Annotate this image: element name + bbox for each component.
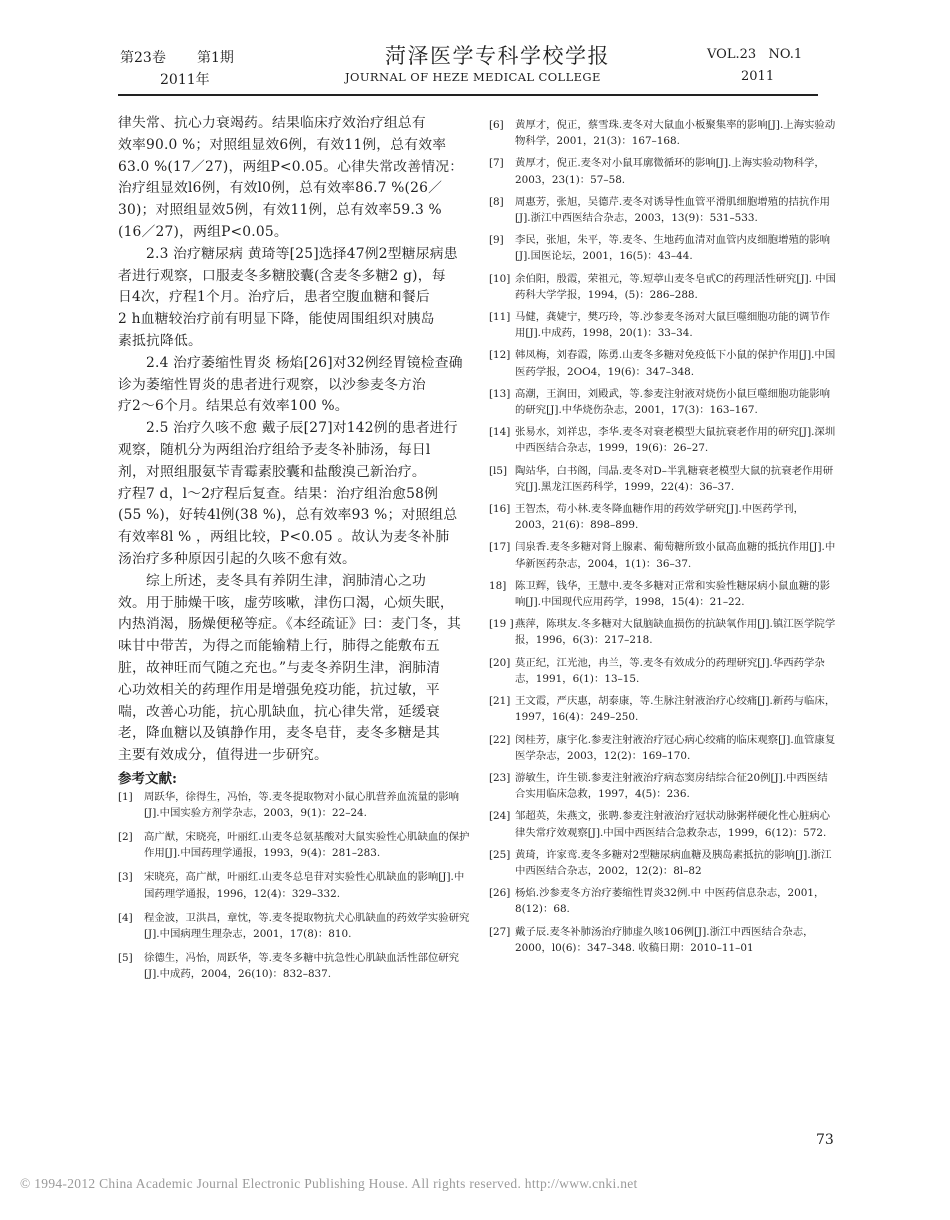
body-line: 2 h血糖较治疗前有明显下降，能使周围组织对胰岛: [118, 311, 435, 328]
body-line: 疗程7 d，l～2疗程后复查。结果：治疗组治愈58例: [118, 485, 439, 502]
reference-number: [25]: [489, 848, 511, 861]
reference-item: [489, 924, 837, 956]
header-year-cn: 2011年: [160, 72, 210, 88]
reference-list-left: [118, 789, 473, 982]
reference-number: [14]: [489, 426, 511, 439]
right-column: [489, 117, 837, 962]
header-volume-cn: 第23卷: [120, 50, 166, 66]
body-line: 2.3 治疗糖尿病 黄琦等[25]选择47例2型糖尿病患: [146, 245, 458, 262]
body-text: [118, 113, 473, 767]
body-line: 诊为萎缩性胃炎的患者进行观察，以沙参麦冬方治: [118, 376, 426, 393]
reference-text: 马健，龚婕宁，樊巧玲，等.沙参麦冬汤对大鼠巨噬细胞功能的调节作用[J].中成药，1998，20(1)：33–34.: [515, 311, 831, 340]
reference-item: [489, 501, 837, 533]
reference-text: 闵桂芳，康宇化.参麦注射液治疗冠心病心绞痛的临床观察[J].血管康复医学杂志，2003，12(2)：169–170.: [515, 733, 836, 762]
reference-text: 王文霞，严庆惠，胡泰康，等.生脉注射液治疗心绞痛[J].新药与临床，1997，16(4)：249–250.: [515, 695, 836, 724]
reference-item: [489, 271, 837, 303]
reference-text: 韩凤梅，刘春霞，陈勇.山麦冬多糖对免疫低下小鼠的保护作用[J].中国医药学报，2OO4，19(6)：347–348.: [515, 349, 836, 378]
reference-item: [489, 539, 837, 571]
header-issue-cn: 第1期: [197, 50, 234, 66]
reference-text: 邹超英，朱燕文，张聘.参麦注射液治疗冠状动脉粥样硬化性心脏病心律失常疗效观察[J].中国中西医结合急救杂志，1999，6(12)：572.: [515, 810, 831, 839]
header-volume-en: VOL.23 NO.1: [707, 47, 803, 62]
body-line: 63.0 %(17／27)，两组P<0.05。心律失常改善情况：: [118, 158, 464, 175]
reference-number: [16]: [489, 503, 511, 516]
reference-list-right: [489, 117, 837, 956]
body-line: (16／27)，两组P<0.05。: [118, 223, 288, 240]
reference-number: [1]: [118, 790, 133, 803]
reference-text: 高广猷，宋晓亮，叶丽红.山麦冬总氨基酸对大鼠实验性心肌缺血的保护作用[J].中国药理学通报，1993，9(4)：281–283.: [144, 831, 470, 860]
reference-number: [17]: [489, 541, 511, 554]
reference-item: [489, 424, 837, 456]
reference-text: 陶站华，白书阁，闫晶.麦冬对D–半乳糖衰老模型大鼠的抗衰老作用研究[J].黑龙江医药科学，1999，22(4)：36–37.: [515, 464, 834, 493]
reference-text: 游敏生，许生锁.参麦注射液治疗病态窦房结综合征20例[J].中西医结合实用临床急救，1997，4(5)：236.: [515, 771, 828, 801]
reference-text: 周惠芳，张旭，吴德芹.麦冬对诱导性血管平滑肌细胞增殖的拮抗作用[J].浙江中西医结合杂志，2003，13(9)：531–533.: [515, 195, 831, 225]
journal-title-en: JOURNAL OF HEZE MEDICAL COLLEGE: [345, 70, 601, 84]
reference-item: [489, 885, 837, 917]
reference-number: [7]: [489, 157, 504, 170]
reference-number: [2]: [118, 831, 133, 844]
reference-number: [23]: [489, 771, 511, 784]
body-line: 综上所述，麦冬具有养阴生津，润肺清心之功: [146, 572, 426, 589]
body-line: 味甘中带苦，为得之而能输精上行，肺得之能敷布五: [118, 638, 440, 655]
reference-number: [l5]: [489, 464, 508, 477]
body-line: 日4次，疗程1个月。治疗后，患者空腹血糖和餐后: [118, 289, 430, 306]
reference-item: [118, 829, 473, 861]
reference-text: 徐德生，冯怡，周跃华，等.麦冬多糖中抗急性心肌缺血活性部位研究[J].中成药，2004，26(10)：832–837.: [144, 951, 460, 980]
reference-number: [26]: [489, 887, 511, 900]
reference-number: [20]: [489, 656, 511, 669]
body-line: 效。用于肺燥干咳，虚劳咳嗽，津伤口渴，心烦失眠，: [118, 594, 454, 611]
body-line: 脏，故神旺而气随之充也。”与麦冬养阴生津，润肺清: [118, 659, 441, 676]
reference-item: [489, 770, 837, 802]
body-line: 主要有效成分，值得进一步研究。: [118, 747, 328, 764]
page-number: 73: [816, 1132, 834, 1148]
reference-text: 陈卫辉，钱华，王慧中.麦冬多糖对正常和实验性糖尿病小鼠血糖的影响[J].中国现代应用药学，1998，15(4)：21–22.: [515, 579, 831, 609]
reference-item: [489, 347, 837, 379]
reference-number: [12]: [489, 349, 511, 362]
reference-number: [3]: [118, 871, 133, 884]
body-line: 观察，随机分为两组治疗组给予麦冬补肺汤，每日l: [118, 441, 431, 458]
reference-text: 余伯阳，殷霞，荣祖元，等.短葶山麦冬皂甙C的药理活性研究[J]. 中国药科大学学报，1994，(5)：286–288.: [515, 272, 837, 301]
reference-item: [489, 808, 837, 840]
reference-item: [489, 194, 837, 226]
body-line: 汤治疗多种原因引起的久咳不愈有效。: [118, 550, 356, 567]
reference-text: 高潮，王润田，刘殿武，等.参麦注射液对烧伤小鼠巨噬细胞功能影响的研究[J].中华烧伤杂志，2001，17(3)：163–167.: [515, 387, 831, 417]
copyright-footer: © 1994-2012 China Academic Journal Electronic Publishing House. All rights reserved. http://www.cnki.net: [20, 1176, 638, 1191]
reference-number: [13]: [489, 387, 511, 400]
body-line: 效率90.0 %；对照组显效6例，有效11例，总有效率: [118, 136, 447, 153]
reference-number: [19 ]: [489, 618, 514, 631]
reference-text: 杨焰.沙参麦冬方治疗萎缩性胃炎32例.中 中医药信息杂志，2001，8(12)：68.: [515, 887, 825, 916]
body-line: 者进行观察，口服麦冬多糖胶囊(含麦冬多糖2 g)，每: [118, 267, 446, 284]
reference-text: 戴子辰.麦冬补肺汤治疗肺虚久咳106例[J].浙江中西医结合杂志，2000，l0(6)：347–348. 收稿日期：2010–11–01: [515, 925, 814, 954]
body-line: 老，降血糖以及镇静作用，麦冬皂苷，麦冬多糖是其: [118, 725, 440, 742]
reference-item: [489, 578, 837, 610]
reference-item: [118, 869, 473, 901]
body-line: (55 %)，好转4l例(38 %)，总有效率93 %；对照组总: [118, 507, 458, 524]
reference-item: [489, 847, 837, 879]
journal-title-cn: 菏泽医学专科学校学报: [385, 44, 610, 68]
reference-number: [21]: [489, 695, 511, 708]
reference-item: [489, 117, 837, 149]
reference-number: [24]: [489, 810, 511, 823]
reference-number: [27]: [489, 925, 511, 938]
reference-item: [118, 789, 473, 821]
reference-item: [489, 386, 837, 418]
left-column: [118, 113, 473, 990]
reference-number: [22]: [489, 733, 511, 746]
reference-number: [6]: [489, 119, 504, 131]
reference-item: [489, 309, 837, 341]
reference-text: 黄厚才，倪正.麦冬对小鼠耳廓微循环的影响[J].上海实验动物科学，2003，23(1)：57–58.: [515, 157, 825, 186]
reference-text: 周跃华，徐得生，冯怡，等.麦冬提取物对小鼠心肌营养血流量的影响[J].中国实验方剂学杂志，2003，9(1)：22–24.: [144, 790, 460, 820]
reference-text: 黄厚才，倪正，蔡雪珠.麦冬对大鼠血小板聚集率的影响[J].上海实验动物科学，2001，21(3)：167–168.: [515, 119, 836, 148]
reference-text: 莫正纪，江光池，冉兰，等.麦冬有效成分的药理研究[J].华西药学杂志，1991，6(1)：13–15.: [515, 656, 825, 685]
body-line: 内热消渴，肠燥便秘等症。《本经疏证》曰：麦门冬，其: [118, 616, 462, 633]
header-rule: [118, 94, 818, 96]
body-line: 2.5 治疗久咳不愈 戴子辰[27]对142例的患者进行: [146, 420, 458, 437]
reference-item: [489, 232, 837, 264]
body-line: 疗2～6个月。结果总有效率100 %。: [118, 398, 349, 415]
reference-number: [10]: [489, 272, 511, 285]
reference-item: [489, 463, 837, 495]
body-line: 素抵抗降低。: [118, 332, 202, 349]
reference-text: 闫泉香.麦冬多糖对肾上腺素、葡萄糖所致小鼠高血糖的抵抗作用[J].中华新医药杂志，2004，1(1)：36–37.: [515, 541, 836, 570]
references-heading: 参考文献:: [118, 770, 177, 787]
reference-number: [11]: [489, 311, 511, 324]
reference-number: [5]: [118, 951, 133, 964]
body-line: 剂，对照组服氨苄青霉素胶囊和盐酸溴己新治疗。: [118, 463, 426, 480]
reference-item: [118, 950, 473, 982]
body-line: 心功效相关的药理作用是增强免疫功能，抗过敏，平: [118, 681, 440, 698]
reference-item: [118, 910, 473, 942]
body-line: 喘，改善心功能，抗心肌缺血，抗心律失常，延缓衰: [118, 703, 440, 720]
body-line: 有效率8l % ，两组比较，P<0.05 。故认为麦冬补肺: [118, 529, 450, 546]
body-line: 2.4 治疗萎缩性胃炎 杨焰[26]对32例经胃镜检查确: [146, 354, 463, 371]
reference-number: [8]: [489, 195, 504, 208]
reference-text: 程金波，卫洪昌，章忱，等.麦冬提取物抗犬心肌缺血的药效学实验研究[J].中国病理生理杂志，2001，17(8)：810.: [144, 911, 470, 940]
body-line: 律失常、抗心力衰竭药。结果临床疗效治疗组总有: [118, 115, 426, 131]
reference-number: [9]: [489, 234, 504, 247]
reference-text: 张易水，刘祥忠，李华.麦冬对衰老模型大鼠抗衰老作用的研究[J].深圳中西医结合杂志，1999，19(6)：26–27.: [515, 426, 836, 455]
reference-number: [4]: [118, 911, 133, 924]
reference-text: 黄琦，许家鸾.麦冬多糖对2型糖尿病血糖及胰岛素抵抗的影响[J].浙江中西医结合杂志，2002，12(2)：8l–82: [515, 848, 832, 877]
body-line: 30)；对照组显效5例，有效11例，总有效率59.3 %: [118, 202, 442, 219]
reference-text: 宋晓亮，高广猷，叶丽红.山麦冬总皂苷对实验性心肌缺血的影响[J].中国药理学通报，1996，12(4)：329–332.: [144, 871, 465, 900]
reference-text: 王智杰，苟小林.麦冬降血糖作用的药效学研究[J].中医药学刊，2003，21(6)：898–899.: [515, 503, 805, 532]
reference-item: [489, 155, 837, 187]
reference-item: [489, 732, 837, 764]
reference-item: [489, 655, 837, 687]
reference-number: 18]: [489, 579, 507, 592]
header-year-en: 2011: [741, 69, 775, 84]
body-line: 治疗组显效l6例，有效l0例，总有效率86.7 %(26／: [118, 180, 443, 197]
reference-item: [489, 693, 837, 725]
reference-text: 李民，张旭，朱平，等.麦冬、生地药血清对血管内皮细胞增殖的影响[J].国医论坛，2001，16(5)：43–44.: [515, 234, 831, 263]
reference-item: [489, 616, 837, 648]
reference-text: 燕萍，陈琪友.冬多糖对大鼠脑缺血损伤的抗缺氧作用[J].镇江医学院学报，1996，6(3)：217–218.: [515, 618, 836, 647]
